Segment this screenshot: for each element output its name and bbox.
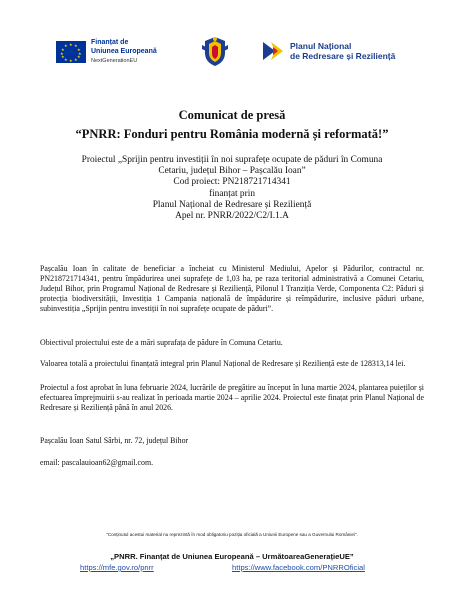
paragraph-email: email: pascalauioan62@gmail.com. <box>40 458 154 467</box>
project-program: Planul Național de Redresare și Reziliență <box>152 199 312 210</box>
footer-tagline: „PNRR. Finanțat de Uniunea Europeană – UrmătoareaGenerațieUE” <box>110 552 354 561</box>
project-line2: Cetariu, județul Bihor – Pașcalău Ioan” <box>158 166 306 177</box>
project-code: Cod proiect: PN218721714341 <box>173 177 291 188</box>
eu-logo <box>56 38 157 66</box>
disclaimer: “Conținutul acestui material nu reprezintă în mod obligatoriu poziția oficială a Uniunii Europene sau a Guvernului României”. <box>106 532 358 537</box>
mfe-pnrr-link[interactable]: https://mfe.gov.ro/pnrr <box>80 563 154 572</box>
pnrr-logo-line1: Planul Național <box>290 41 352 51</box>
eu-logo-line3: NextGenerationEU <box>91 58 138 64</box>
paragraph-objective: Obiectivul proiectului este de a mări suprafața de pădure în Comuna Cetariu. <box>40 338 283 347</box>
eu-logo-line2: Uniunea Europeană <box>91 48 157 55</box>
eu-logo-line1: Finanțat de <box>91 39 129 46</box>
project-block <box>40 155 424 222</box>
paragraph-timeline: Proiectul a fost aprobat în luna februarie 2024, lucrările de pregătire au început în luna martie 2024, plantarea puieților și efectuarea împrejmuirii s-au realizat în perioada martie 2024 – aprilie 2024. Proiectul este finațat prin Planul Național de Redresare și Reziliență până în anul 2026. <box>40 383 424 413</box>
paragraph-beneficiary: Pașcalău Ioan în calitate de beneficiar a încheiat cu Ministerul Mediului, Apelor și Pădurilor, contractul nr. PN218721714341, pentru împădurirea unei suprafețe de 1,03 ha, pe raza teritorial administrativă a Comunei Cetariu, Județul Bihor, prin Programul Național de Redresare și Reziliență, Pilonul I Tranziția Verde, Componenta C2: Păduri și protecția biodiversității, Investiția 1 Campania națională de împădurire și reîmpădurire, inclusive păduri urbane, subinvestiția „Sprijin pentru investiții în noi suprafețe ocupate de păduri”. <box>40 264 424 314</box>
romania-coat-of-arms-icon <box>201 35 229 72</box>
project-call: Apel nr. PNRR/2022/C2/I.1.A <box>175 211 289 222</box>
press-release-subtitle: “PNRR: Fonduri pentru România modernă și reformată!” <box>75 127 389 141</box>
eu-flag-icon: ★ ★ ★ ★ ★ ★ ★ ★ ★ ★ ★ ★ <box>56 41 86 63</box>
paragraph-address: Pașcalău Ioan Satul Sârbi, nr. 72, județul Bihor <box>40 436 189 445</box>
facebook-pnrr-link[interactable]: https://www.facebook.com/PNRROficial <box>232 563 365 572</box>
pnrr-logo <box>262 40 395 62</box>
press-release-title: Comunicat de presă <box>178 108 286 122</box>
paragraph-value: Valoarea totală a proiectului finanțată integral prin Planul Național de Redresare și Reziliență este de 128313,14 lei. <box>40 359 406 368</box>
pnrr-arrow-icon <box>262 40 284 62</box>
logo-row <box>0 38 464 70</box>
pnrr-logo-line2: de Redresare și Reziliență <box>290 51 396 61</box>
project-financed-by: finanțat prin <box>208 188 256 199</box>
project-line1: Proiectul „Sprijin pentru investiții în noi suprafețe ocupate de păduri în Comuna <box>81 155 383 165</box>
